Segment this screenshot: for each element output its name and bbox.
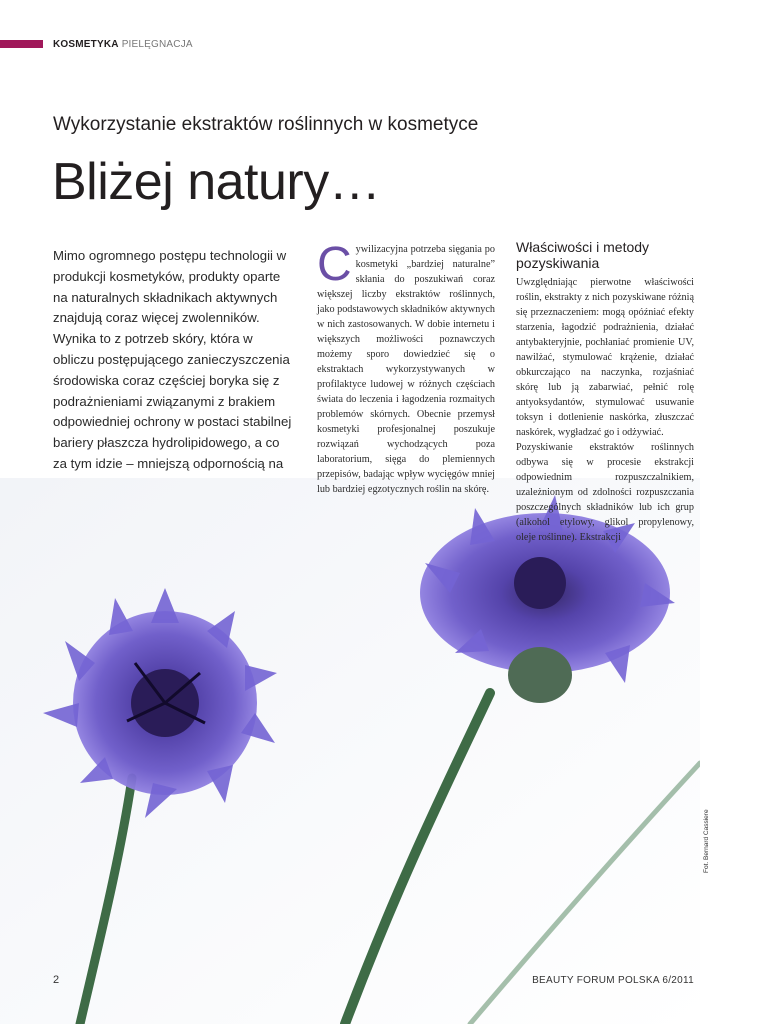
section-color-bar [0, 40, 43, 48]
column-3-paragraph-1: Uwzględniając pierwotne właściwości roślin, ekstrakty z nich pozyskiwane różnią się przeznaczeniem: mogą opóźniać efekty starzenia, łagodzić podrażnienia, działać antybakteryjnie, pochłaniać promienie UV, nawilżać, stymulować krążenie, działać obkurczająco na naczynka, rozjaśniać skórę lub ją zabarwiać, pełnić rolę antyoksydantów, stymulować usuwanie toksyn i dotlenienie naskórka, złuszczać naskórek, wygładzać go i odżywiać. [516, 277, 694, 438]
drop-cap: C [317, 238, 352, 291]
photo-credit: Fot. Bernard Cassiere [703, 809, 710, 873]
article-subtitle: Wykorzystanie ekstraktów roślinnych w kosmetyce [53, 114, 479, 135]
section-category: KOSMETYKA [53, 39, 119, 50]
cornflower-photo [0, 478, 700, 1024]
article-lead: Mimo ogromnego postępu technologii w produkcji kosmetyków, produkty oparte na naturalnych składnikach aktywnych znajdują coraz więcej zwolenników. Wynika to z potrzeb skóry, która w obliczu postępującego zanieczyszczenia środowiska coraz częściej boryka się z podrażnieniami związanymi z brakiem odpowiedniej ochrony w postaci stabilnej bariery płaszcza hydrolipidowego, a co za tym idzie – mniejszą odpornością na [53, 248, 292, 471]
magazine-footer: BEAUTY FORUM POLSKA 6/2011 [532, 975, 694, 986]
page-number: 2 [53, 974, 60, 986]
section-label [53, 39, 193, 50]
column-2-text: ywilizacyjna potrzeba sięgania po kosmetyki „bardziej naturalne” skłania do poszukiwań coraz większej liczby ekstraktów roślinnych, jako podstawowych składników aktywnych w nich zastosowanych. W dobie internetu i większych możliwości poznawczych możemy sporo dowiedzieć się o ekstraktach wykorzystywanych w profilaktyce ludowej w różnych częściach świata do leczenia i łagodzenia rozmaitych problemów skórnych. Obecnie przemysł kosmetyki profesjonalnej poszukuje rozwiązań wychodzących poza laboratorium, sięga do plemiennych przepisów, badając wpływ wycięgów mniej lub bardziej egzotycznych roślin na skórę. [317, 244, 495, 495]
column-3-heading: Właściwości i metody pozyskiwania [516, 239, 650, 271]
article-title: Bliżej natury… [52, 153, 381, 211]
article-column-2 [317, 238, 495, 497]
section-subcategory: PIELĘGNACJA [121, 39, 193, 50]
column-3-paragraph-2: Pozyskiwanie ekstraktów roślinnych odbywa się w procesie ekstrakcji odpowiednim rozpuszczalnikiem, uzależnionym od zdolności rozpuszczania poszczególnych składników lub ich grup (alkohol etylowy, glikol propylenowy, oleje roślinne). Ekstrakcji [516, 442, 694, 543]
